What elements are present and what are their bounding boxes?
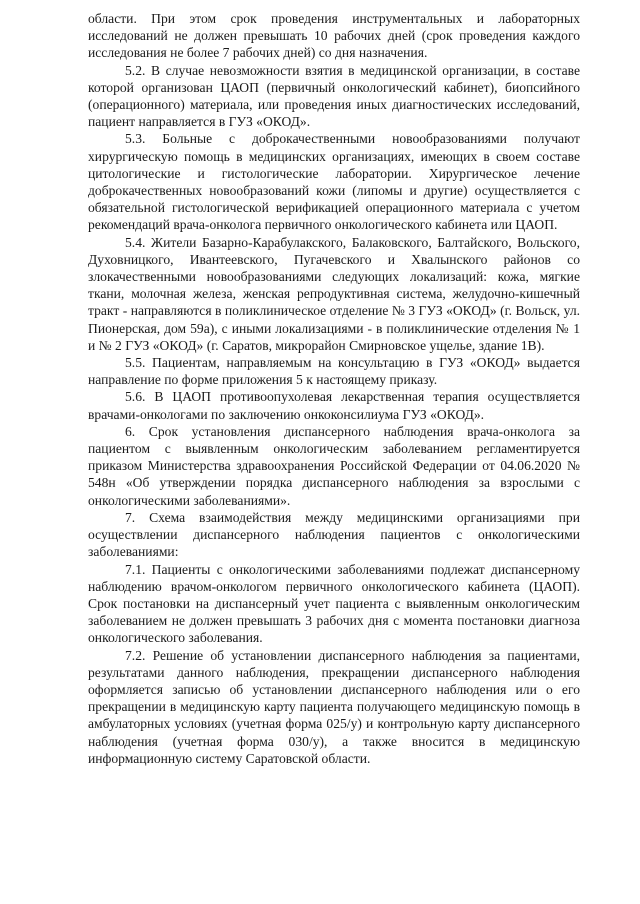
paragraph-7-2: 7.2. Решение об установлении диспансерного наблюдения за пациентами, результатами данного наблюдения, прекращении диспансерного наблюдения оформляется записью об установлении диспансерного наблюдения или о его прекращении в медицинскую карту пациента получающего медицинскую помощь в амбулаторных условиях (учетная форма 025/у) и контрольную карту диспансерного наблюдения (учетная форма 030/у), а также вносится в медицинскую информационную систему Саратовской области.	[88, 647, 580, 766]
paragraph-5-5: 5.5. Пациентам, направляемым на консультацию в ГУЗ «ОКОД» выдается направление по форме приложения 5 к настоящему приказу.	[88, 355, 580, 388]
paragraph-6: 6. Срок установления диспансерного наблюдения врача-онколога за пациентом с выявленным онкологическим заболеванием регламентируется приказом Министерства здравоохранения Российской Федерации от 04.06.2020 № 548н «Об утверждении порядка диспансерного наблюдения за взрослыми с онкологическими заболеваниями».	[88, 423, 580, 508]
paragraph-7: 7. Схема взаимодействия между медицинскими организациями при осуществлении диспансерного наблюдения пациентов с онкологическими заболеваниями:	[88, 509, 580, 560]
document-page	[88, 10, 580, 767]
paragraph-continuation: области. При этом срок проведения инструментальных и лабораторных исследований не должен превышать 10 рабочих дней (срок проведения каждого исследования не более 7 рабочих дней) со дня назначения.	[88, 11, 580, 61]
paragraph-7-1: 7.1. Пациенты с онкологическими заболеваниями подлежат диспансерному наблюдению врачом-онкологом первичного онкологического кабинета (ЦАОП). Срок постановки на диспансерный учет пациента с выявленным онкологическим заболеванием не должен превышать 3 рабочих дня с момента постановки диагноза онкологического заболевания.	[88, 561, 580, 646]
paragraph-5-4: 5.4. Жители Базарно-Карабулакского, Балаковского, Балтайского, Вольского, Духовницкого, Ивантеевского, Пугачевского и Хвалынского районов со злокачественными новообразованиями следующих локализаций: кожа, мягкие ткани, молочная железа, женская репродуктивная система, желудочно-кишечный тракт - направляются в поликлиническое отделение № 3 ГУЗ «ОКОД» (г. Вольск, ул. Пионерская, дом 59а), с иными локализациями - в поликлинические отделения № 1 и № 2 ГУЗ «ОКОД» (г. Саратов, микрорайон Смирновское ущелье, здание 1В).	[88, 234, 580, 353]
paragraph-5-6: 5.6. В ЦАОП противоопухолевая лекарственная терапия осуществляется врачами-онкологами по заключению онкоконсилиума ГУЗ «ОКОД».	[88, 389, 580, 422]
paragraph-5-2: 5.2. В случае невозможности взятия в медицинской организации, в составе которой организован ЦАОП (первичный онкологический кабинет), биопсийного (операционного) материала, или проведения иных диагностических исследований, пациент направляется в ГУЗ «ОКОД».	[88, 62, 580, 130]
paragraph-5-3: 5.3. Больные с доброкачественными новообразованиями получают хирургическую помощь в медицинских организациях, имеющих в своем составе цитологические и гистологические лаборатории. Хирургическое лечение доброкачественных новообразований кожи (липомы и другие) осуществляется с обязательной гистологической верификацией операционного материала с учетом рекомендаций врача-онколога первичного онкологического кабинета или ЦАОП.	[88, 131, 580, 233]
